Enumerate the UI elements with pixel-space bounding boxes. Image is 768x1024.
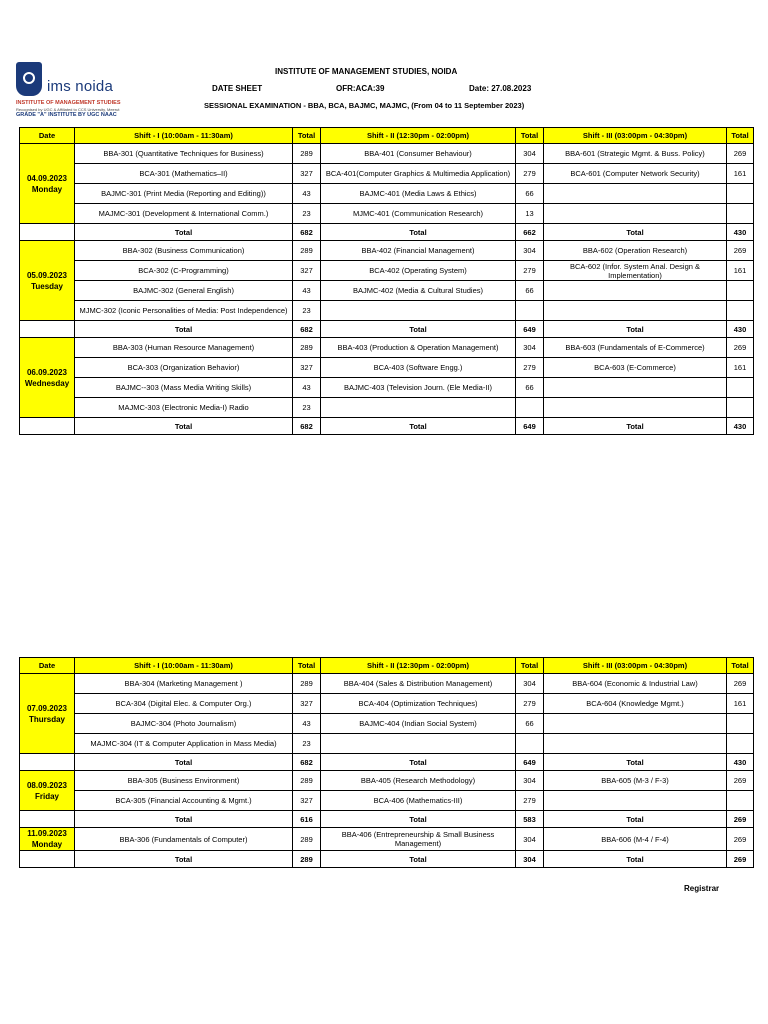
total-count: 682 — [293, 418, 321, 435]
subject-cell: BBA-305 (Business Environment) — [75, 771, 293, 791]
subject-cell: BBA-306 (Fundamentals of Computer) — [75, 828, 293, 851]
student-count: 279 — [516, 358, 544, 378]
student-count: 23 — [293, 734, 321, 754]
subject-cell: BBA-603 (Fundamentals of E-Commerce) — [544, 338, 727, 358]
subject-cell: BCA-604 (Knowledge Mgmt.) — [544, 694, 727, 714]
student-count: 269 — [727, 338, 754, 358]
student-count: 66 — [516, 184, 544, 204]
exam-date-cell — [20, 241, 75, 321]
student-count: 23 — [293, 204, 321, 224]
column-header: Total — [293, 128, 321, 144]
subject-cell: MAJMC-303 (Electronic Media-I) Radio — [75, 398, 293, 418]
student-count: 327 — [293, 164, 321, 184]
table-row — [20, 164, 754, 184]
student-count: 327 — [293, 694, 321, 714]
subject-cell: BCA-301 (Mathematics–II) — [75, 164, 293, 184]
student-count — [727, 791, 754, 811]
exam-date: 05.09.2023 — [26, 270, 68, 280]
student-count: 304 — [516, 338, 544, 358]
subject-cell: MJMC-302 (Iconic Personalities of Media: Post Independence) — [75, 301, 293, 321]
table-row — [20, 261, 754, 281]
subject-cell — [544, 204, 727, 224]
total-label: Total — [321, 754, 516, 771]
subject-cell: BCA-402 (Operating System) — [321, 261, 516, 281]
subject-cell: BCA-403 (Software Engg.) — [321, 358, 516, 378]
total-count: 649 — [516, 418, 544, 435]
total-count: 289 — [293, 851, 321, 868]
exam-date: 11.09.2023 — [27, 829, 67, 838]
student-count: 269 — [727, 144, 754, 164]
total-row — [20, 811, 754, 828]
total-label: Total — [544, 418, 727, 435]
student-count: 304 — [516, 828, 544, 851]
document-title: INSTITUTE OF MANAGEMENT STUDIES, NOIDA — [275, 67, 458, 76]
student-count: 23 — [293, 301, 321, 321]
empty-cell — [20, 224, 75, 241]
table-row — [20, 144, 754, 164]
total-count: 649 — [516, 754, 544, 771]
exam-day: Friday — [34, 791, 59, 801]
table-row — [20, 204, 754, 224]
issue-date: Date: 27.08.2023 — [469, 84, 532, 93]
subject-cell: BCA-603 (E-Commerce) — [544, 358, 727, 378]
subject-cell: BBA-404 (Sales & Distribution Management) — [321, 674, 516, 694]
subject-cell: BBA-403 (Production & Operation Management) — [321, 338, 516, 358]
student-count: 279 — [516, 261, 544, 281]
subject-cell: BCA-302 (C-Programming) — [75, 261, 293, 281]
exam-day: Wednesday — [24, 378, 70, 388]
total-label: Total — [321, 321, 516, 338]
subject-cell — [544, 301, 727, 321]
subject-cell: BBA-605 (M-3 / F-3) — [544, 771, 727, 791]
subject-cell: BBA-405 (Research Methodology) — [321, 771, 516, 791]
student-count — [516, 398, 544, 418]
student-count: 23 — [293, 398, 321, 418]
crest-icon — [16, 62, 42, 96]
table-row — [20, 694, 754, 714]
exam-day: Tuesday — [31, 281, 63, 291]
total-label: Total — [321, 418, 516, 435]
subject-cell: BAJMC-402 (Media & Cultural Studies) — [321, 281, 516, 301]
student-count: 13 — [516, 204, 544, 224]
table-row — [20, 714, 754, 734]
student-count: 66 — [516, 281, 544, 301]
total-count: 616 — [293, 811, 321, 828]
total-row — [20, 754, 754, 771]
total-count: 583 — [516, 811, 544, 828]
subject-cell: BCA-401(Computer Graphics & Multimedia Application) — [321, 164, 516, 184]
subject-cell: BBA-303 (Human Resource Management) — [75, 338, 293, 358]
student-count: 161 — [727, 261, 754, 281]
subject-cell — [321, 398, 516, 418]
exam-date: 06.09.2023 — [26, 367, 68, 377]
subject-cell: BAJMC-301 (Print Media (Reporting and Editing)) — [75, 184, 293, 204]
subject-cell — [544, 791, 727, 811]
subject-cell: BAJMC-304 (Photo Journalism) — [75, 714, 293, 734]
table-row — [20, 301, 754, 321]
subject-cell: BBA-601 (Strategic Mgmt. & Buss. Policy) — [544, 144, 727, 164]
student-count: 66 — [516, 714, 544, 734]
subject-cell: BBA-301 (Quantitative Techniques for Business) — [75, 144, 293, 164]
subject-cell: BAJMC-404 (Indian Social System) — [321, 714, 516, 734]
total-row — [20, 224, 754, 241]
exam-date-cell — [20, 674, 75, 754]
institute-logo — [14, 60, 138, 122]
total-count: 304 — [516, 851, 544, 868]
subject-cell: BCA-602 (Infor. System Anal. Design & Implementation) — [544, 261, 727, 281]
total-label: Total — [544, 754, 727, 771]
student-count: 304 — [516, 144, 544, 164]
total-count: 269 — [727, 811, 754, 828]
empty-cell — [20, 811, 75, 828]
exam-day: Monday — [31, 184, 63, 194]
header-row — [20, 128, 754, 144]
total-label: Total — [75, 224, 293, 241]
total-label: Total — [75, 851, 293, 868]
student-count: 269 — [727, 828, 754, 851]
empty-cell — [20, 321, 75, 338]
total-count: 430 — [727, 321, 754, 338]
subject-cell: BBA-606 (M-4 / F-4) — [544, 828, 727, 851]
empty-cell — [20, 418, 75, 435]
student-count: 279 — [516, 164, 544, 184]
exam-date: 08.09.2023 — [26, 780, 68, 790]
reference-number: OFR:ACA:39 — [336, 84, 385, 93]
header-row — [20, 658, 754, 674]
table-row — [20, 398, 754, 418]
subject-cell: BAJMC-401 (Media Laws & Ethics) — [321, 184, 516, 204]
total-count: 662 — [516, 224, 544, 241]
subject-cell — [321, 301, 516, 321]
student-count: 279 — [516, 791, 544, 811]
student-count: 289 — [293, 771, 321, 791]
subject-cell: BBA-304 (Marketing Management ) — [75, 674, 293, 694]
total-row — [20, 851, 754, 868]
student-count: 289 — [293, 674, 321, 694]
student-count — [727, 184, 754, 204]
subject-cell — [544, 714, 727, 734]
total-count: 682 — [293, 321, 321, 338]
table-row — [20, 358, 754, 378]
empty-cell — [20, 754, 75, 771]
student-count: 327 — [293, 261, 321, 281]
student-count: 289 — [293, 828, 321, 851]
total-label: Total — [75, 418, 293, 435]
total-label: Total — [544, 224, 727, 241]
total-count: 682 — [293, 754, 321, 771]
table-row — [20, 378, 754, 398]
student-count — [727, 734, 754, 754]
table-row — [20, 281, 754, 301]
column-header: Shift - I (10:00am - 11:30am) — [75, 658, 293, 674]
subject-cell: BAJMC-302 (General English) — [75, 281, 293, 301]
subject-cell: MAJMC-301 (Development & International Comm.) — [75, 204, 293, 224]
subject-cell: BCA-406 (Mathematics-III) — [321, 791, 516, 811]
empty-cell — [20, 851, 75, 868]
column-header: Total — [727, 128, 754, 144]
subject-cell: BBA-402 (Financial Management) — [321, 241, 516, 261]
column-header: Total — [293, 658, 321, 674]
table-row — [20, 674, 754, 694]
total-row — [20, 418, 754, 435]
subject-cell: BBA-604 (Economic & Industrial Law) — [544, 674, 727, 694]
student-count: 43 — [293, 281, 321, 301]
student-count: 269 — [727, 241, 754, 261]
logo-brand: ims noida — [47, 78, 113, 95]
column-header: Shift - III (03:00pm - 04:30pm) — [544, 128, 727, 144]
logo-line2: Recognised by UGC & Affiliated to CCS University, Meerut — [16, 107, 120, 112]
sheet-label: DATE SHEET — [212, 84, 263, 93]
student-count: 304 — [516, 674, 544, 694]
table-row — [20, 734, 754, 754]
column-header: Shift - II (12:30pm - 02:00pm) — [321, 658, 516, 674]
student-count: 269 — [727, 771, 754, 791]
total-label: Total — [544, 851, 727, 868]
student-count — [727, 204, 754, 224]
student-count: 161 — [727, 164, 754, 184]
subject-cell: BCA-601 (Computer Network Security) — [544, 164, 727, 184]
exam-day: Thursday — [28, 714, 65, 724]
logo-line1: INSTITUTE OF MANAGEMENT STUDIES — [16, 100, 121, 106]
column-header: Shift - I (10:00am - 11:30am) — [75, 128, 293, 144]
student-count — [727, 714, 754, 734]
exam-date-cell — [20, 828, 75, 851]
student-count: 304 — [516, 771, 544, 791]
registrar-signature-label: Registrar — [684, 884, 720, 893]
total-label: Total — [544, 811, 727, 828]
date-sheet-table-1 — [19, 127, 754, 435]
column-header: Total — [516, 128, 544, 144]
subject-cell: BCA-303 (Organization Behavior) — [75, 358, 293, 378]
column-header: Total — [727, 658, 754, 674]
student-count — [727, 398, 754, 418]
subject-cell: MJMC-401 (Communication Research) — [321, 204, 516, 224]
total-row — [20, 321, 754, 338]
subject-cell: MAJMC-304 (IT & Computer Application in Mass Media) — [75, 734, 293, 754]
subject-cell — [544, 734, 727, 754]
total-count: 649 — [516, 321, 544, 338]
column-header: Total — [516, 658, 544, 674]
student-count — [516, 734, 544, 754]
student-count: 43 — [293, 184, 321, 204]
subject-cell — [544, 184, 727, 204]
student-count: 279 — [516, 694, 544, 714]
exam-date: 04.09.2023 — [26, 173, 68, 183]
exam-date-cell — [20, 338, 75, 418]
student-count: 43 — [293, 378, 321, 398]
column-header: Shift - II (12:30pm - 02:00pm) — [321, 128, 516, 144]
total-label: Total — [75, 811, 293, 828]
student-count: 289 — [293, 241, 321, 261]
subject-cell: BCA-305 (Financial Accounting & Mgmt.) — [75, 791, 293, 811]
subject-cell: BBA-401 (Consumer Behaviour) — [321, 144, 516, 164]
total-count: 430 — [727, 224, 754, 241]
student-count: 269 — [727, 674, 754, 694]
student-count: 327 — [293, 791, 321, 811]
subject-cell: BBA-302 (Business Communication) — [75, 241, 293, 261]
subject-cell — [544, 398, 727, 418]
exam-date-cell — [20, 771, 75, 811]
column-header: Date — [20, 128, 75, 144]
subject-cell: BCA-304 (Digital Elec. & Computer Org.) — [75, 694, 293, 714]
table-row — [20, 338, 754, 358]
subject-cell: BBA-406 (Entrepreneurship & Small Business Management) — [321, 828, 516, 851]
total-label: Total — [321, 851, 516, 868]
date-sheet-table-2 — [19, 657, 754, 868]
student-count — [516, 301, 544, 321]
table-row — [20, 241, 754, 261]
total-count: 430 — [727, 418, 754, 435]
column-header: Date — [20, 658, 75, 674]
session-subtitle: SESSIONAL EXAMINATION - BBA, BCA, BAJMC, MAJMC, (From 04 to 11 September 2023) — [204, 101, 525, 110]
table-row — [20, 771, 754, 791]
total-label: Total — [321, 811, 516, 828]
total-count: 269 — [727, 851, 754, 868]
total-label: Total — [75, 754, 293, 771]
table-row — [20, 828, 754, 851]
subject-cell: BCA-404 (Optimization Techniques) — [321, 694, 516, 714]
student-count: 66 — [516, 378, 544, 398]
subject-cell: BAJMC--303 (Mass Media Writing Skills) — [75, 378, 293, 398]
total-count: 430 — [727, 754, 754, 771]
exam-day: Monday — [31, 840, 63, 849]
column-header: Shift - III (03:00pm - 04:30pm) — [544, 658, 727, 674]
student-count: 161 — [727, 358, 754, 378]
subject-cell: BAJMC-403 (Television Journ. (Ele Media-II) — [321, 378, 516, 398]
subject-cell — [544, 378, 727, 398]
subject-cell — [544, 281, 727, 301]
student-count: 43 — [293, 714, 321, 734]
subject-cell — [321, 734, 516, 754]
student-count — [727, 301, 754, 321]
total-count: 682 — [293, 224, 321, 241]
exam-date-cell — [20, 144, 75, 224]
total-label: Total — [321, 224, 516, 241]
total-label: Total — [75, 321, 293, 338]
table-row — [20, 791, 754, 811]
student-count: 304 — [516, 241, 544, 261]
exam-date: 07.09.2023 — [26, 703, 68, 713]
total-label: Total — [544, 321, 727, 338]
table-row — [20, 184, 754, 204]
student-count: 327 — [293, 358, 321, 378]
student-count: 161 — [727, 694, 754, 714]
subject-cell: BBA-602 (Operation Research) — [544, 241, 727, 261]
student-count — [727, 281, 754, 301]
student-count — [727, 378, 754, 398]
logo-line3: GRADE "A" INSTITUTE BY UGC NAAC — [16, 112, 117, 118]
student-count: 289 — [293, 338, 321, 358]
student-count: 289 — [293, 144, 321, 164]
